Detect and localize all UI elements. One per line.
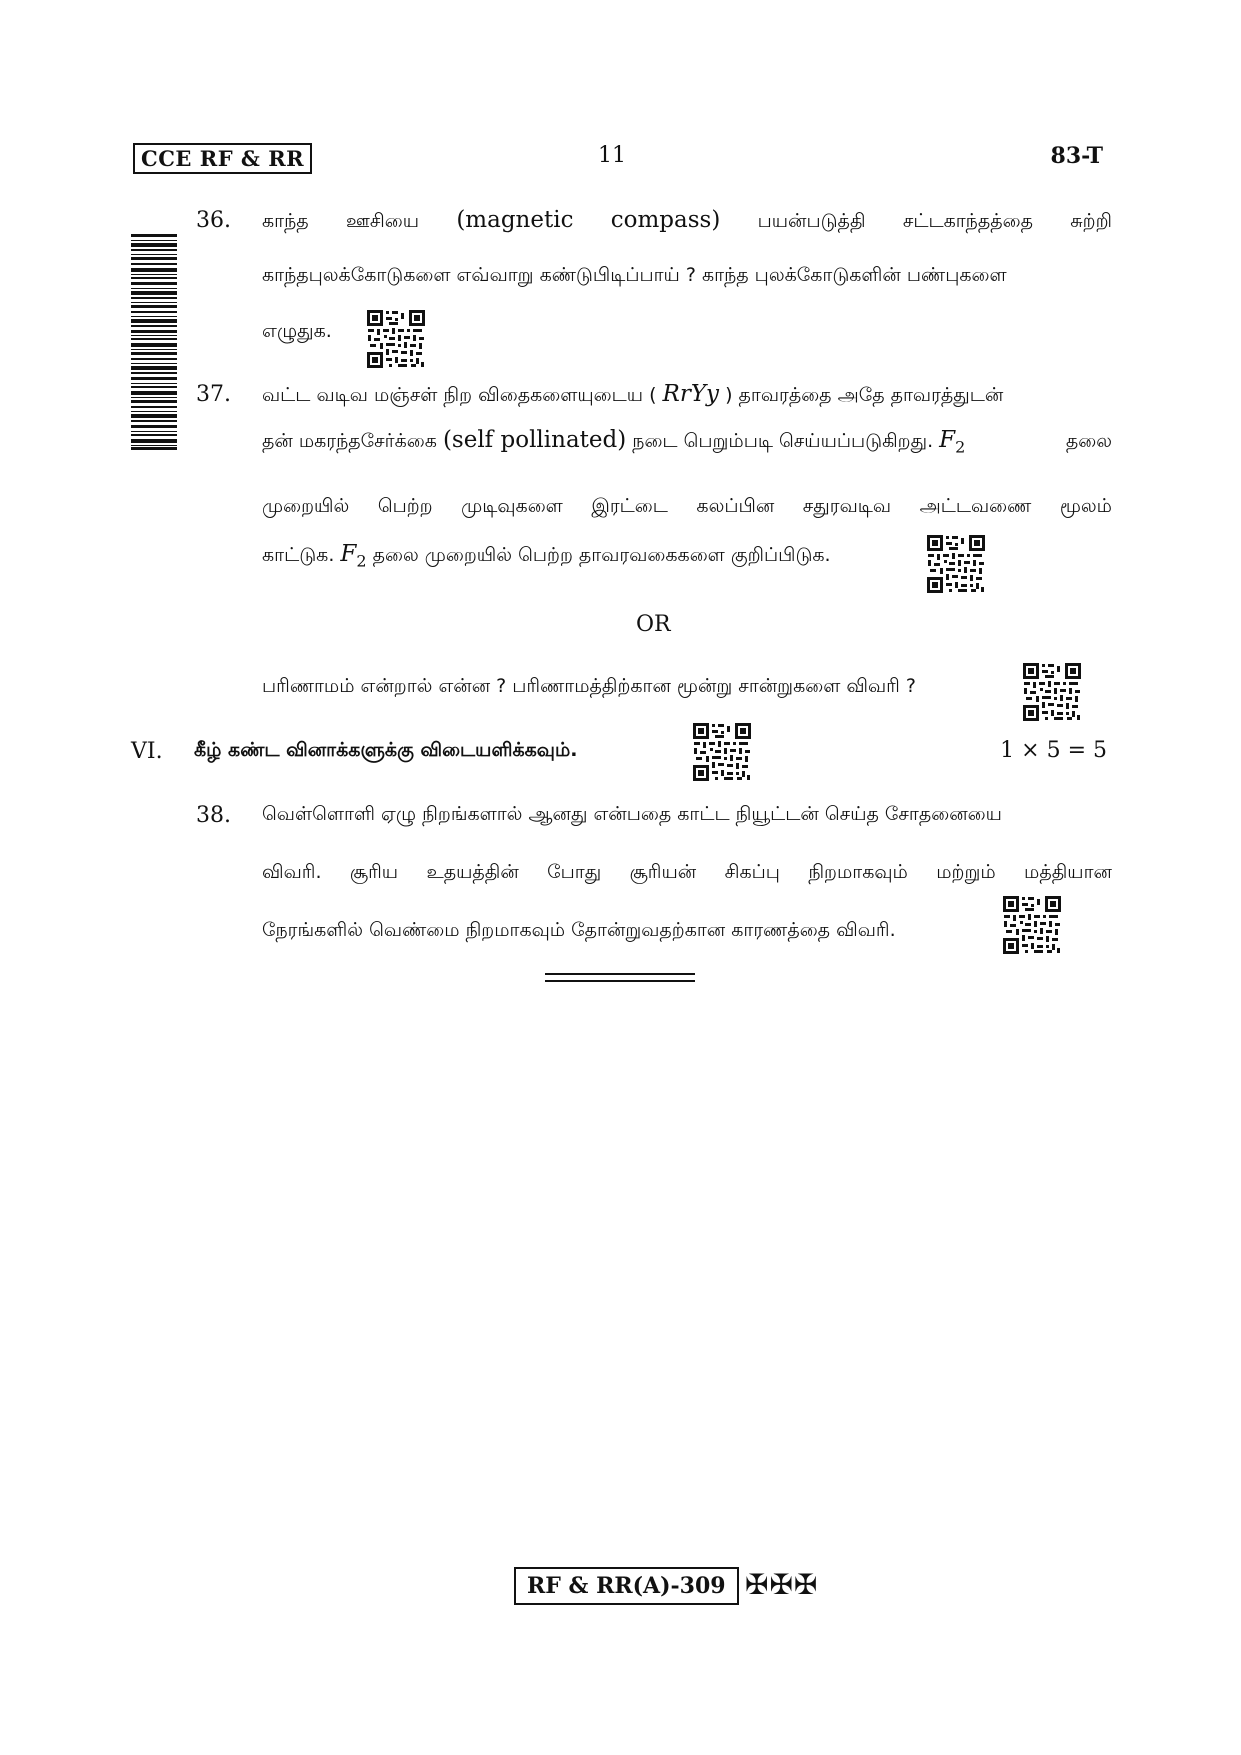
genotype-rryy: RrYy [662,381,720,407]
q36-word: காந்த [262,210,309,232]
section-number: VI. [131,739,163,764]
section-instruction: கீழ் கண்ட வினாக்களுக்கு விடையளிக்கவும். [194,739,578,761]
q37-text: வட்ட வடிவ மஞ்சள் நிற விதைகளையுடைய ( [262,384,663,406]
q37-text: தலை [1065,430,1112,452]
qr-code-icon [366,309,426,369]
q36-line-3: எழுதுக. [262,320,332,342]
q37-word: மூலம் [1059,495,1112,517]
q37-word: பெற்ற [377,495,433,517]
q38-line-2 [262,861,1112,886]
q38-word: சூரிய [349,861,399,883]
self-pollinated-term: (self pollinated) [442,427,627,453]
q37-text: ) தாவரத்தை அதே தாவரத்துடன் [719,384,1004,406]
q38-word: நிறமாகவும் [808,861,908,883]
q38-word: உதயத்தின் [426,861,519,883]
q37-word: சதுரவடிவ [802,495,892,517]
q36-word: compass) [610,207,721,233]
q38-word: சிகப்பு [724,861,780,883]
footer-code-box: RF & RR(A)-309 [514,1567,739,1605]
q38-line-3: நேரங்களில் வெண்மை நிறமாகவும் தோன்றுவதற்கான காரணத்தை விவரி. [262,919,896,941]
q37-text: நடை பெறும்படி செய்யப்படுகிறது. [626,430,940,452]
q37-line-2 [262,427,1112,457]
exam-code-box: CCE RF & RR [133,143,312,174]
section-marks: 1 × 5 = 5 [1000,738,1107,763]
q38-word: மற்றும் [936,861,996,883]
qr-code-icon [1002,895,1062,955]
q37-word: கலப்பின [696,495,775,517]
q36-line-2: காந்தபுலக்கோடுகளை எவ்வாறு கண்டுபிடிப்பாய் ? காந்த புலக்கோடுகளின் பண்புகளை [262,264,1007,286]
q38-word: சூரியன் [629,861,697,883]
question-number-37: 37. [196,382,231,407]
paper-code: 83-T [1050,143,1103,169]
ornament-icon: ✠✠✠ [745,1568,819,1601]
q37-word: அட்டவணை [919,495,1032,517]
f2-symbol: $F_2$ [340,541,367,571]
qr-code-icon [926,534,986,594]
q38-word: விவரி. [262,861,322,883]
q37-text: தலை முறையில் பெற்ற தாவரவகைகளை குறிப்பிடுக. [366,544,831,566]
f2-symbol: $F_2$ [939,427,966,457]
q38-word: போது [547,861,602,883]
q36-line-1 [262,207,1112,235]
q37-line-1 [262,381,1112,409]
question-number-36: 36. [196,208,231,233]
q37-word: முடிவுகளை [461,495,563,517]
q37-text: தன் மகரந்தசேர்க்கை [262,430,443,452]
page-number: 11 [598,143,626,168]
q37-word: முறையில் [262,495,350,517]
q37-text: காட்டுக. [262,544,341,566]
end-rule [545,973,695,982]
q37-line-4 [262,541,831,571]
q38-line-1: வெள்ளொளி ஏழு நிறங்களால் ஆனது என்பதை காட்ட நியூட்டன் செய்த சோதனையை [262,803,1002,825]
q36-word: ஊசியை [345,210,420,232]
q36-word: பயன்படுத்தி [757,210,866,232]
or-separator: OR [636,612,671,637]
q37-line-3 [262,495,1112,520]
q38-word: மத்தியான [1024,861,1112,883]
qr-code-icon [1022,662,1082,722]
q36-word: சட்டகாந்தத்தை [902,210,1033,232]
qr-code-icon [692,722,752,782]
q36-word: சுற்றி [1070,210,1112,232]
q37-word: இரட்டை [591,495,668,517]
question-number-38: 38. [196,803,231,828]
q36-word: (magnetic [456,207,574,233]
q37-alternative: பரிணாமம் என்றால் என்ன ? பரிணாமத்திற்கான மூன்று சான்றுகளை விவரி ? [262,675,916,697]
barcode-image [131,234,177,450]
